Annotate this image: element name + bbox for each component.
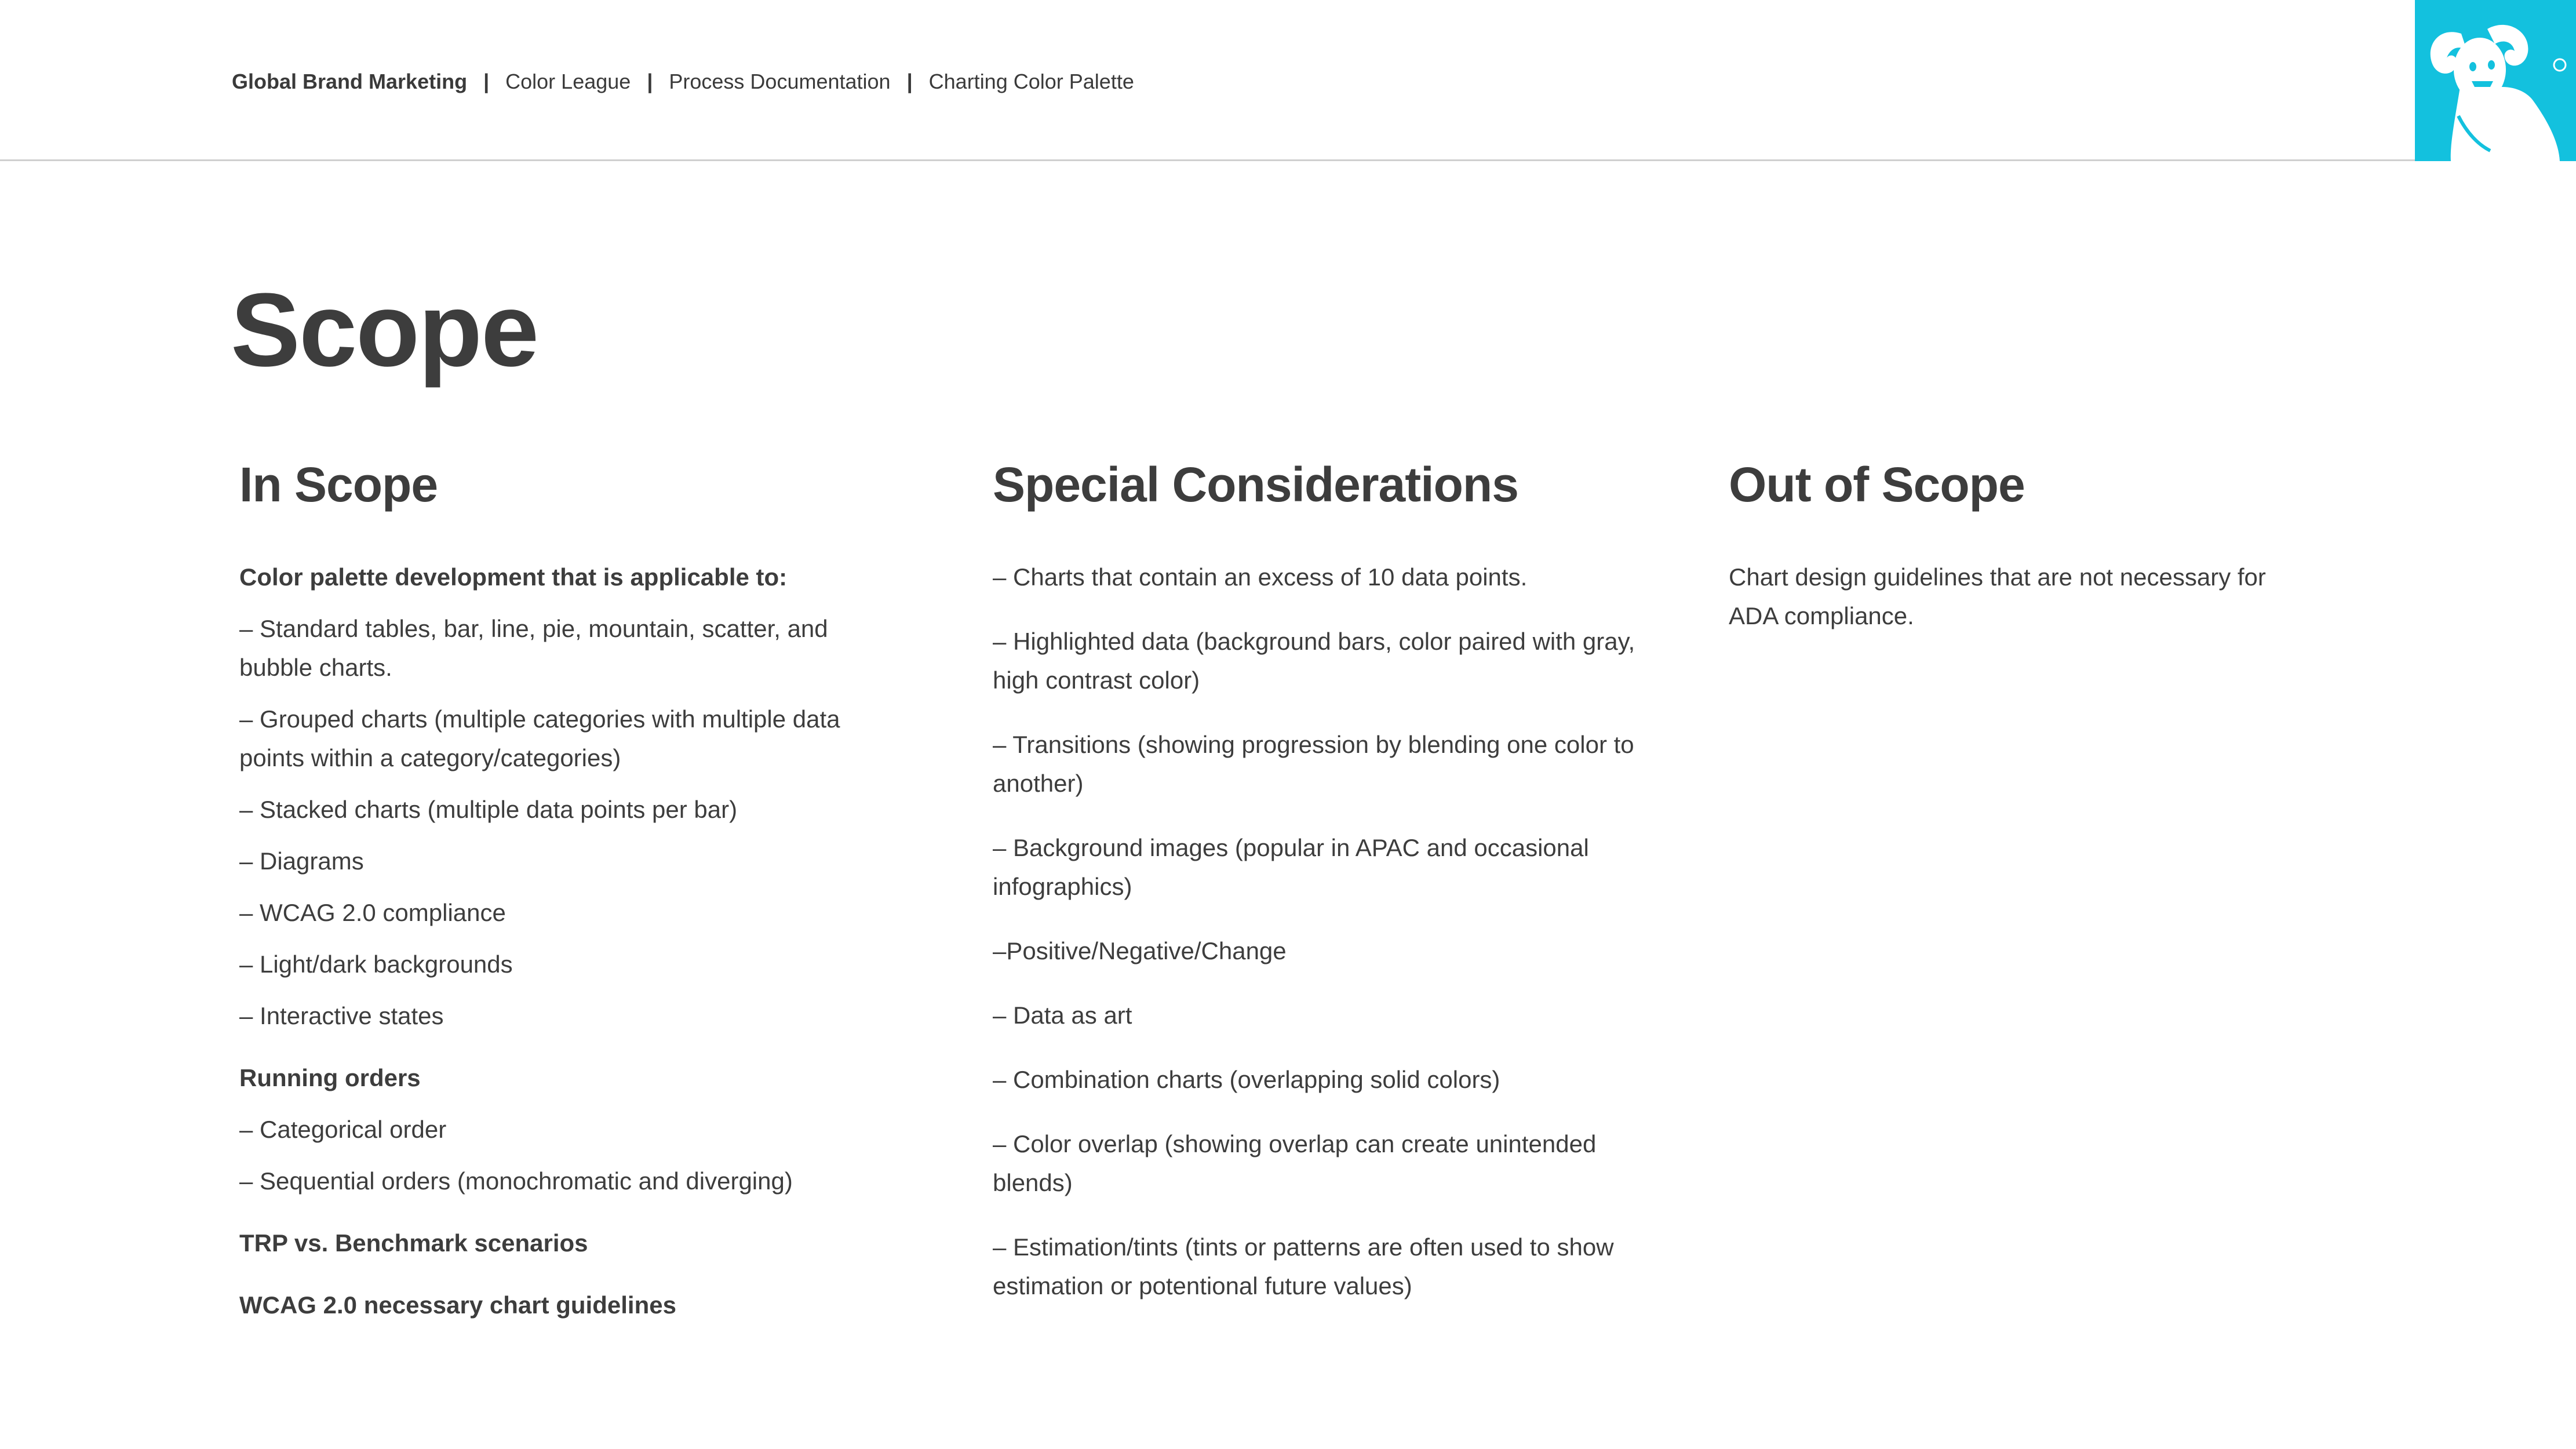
page-title: Scope <box>231 272 538 388</box>
breadcrumb-separator: | <box>483 70 490 93</box>
breadcrumb-separator: | <box>647 70 653 93</box>
out-of-scope-text: Chart design guidelines that are not necessary for ADA compliance. <box>1729 563 2266 630</box>
special-considerations-heading: Special Considerations <box>993 457 1518 512</box>
out-of-scope-column <box>1729 458 2308 635</box>
breadcrumb-item-color-league[interactable]: Color League <box>505 70 631 93</box>
in-scope-heading: In Scope <box>239 457 438 512</box>
list-item: – Diagrams <box>239 847 364 875</box>
breadcrumb <box>232 70 1134 94</box>
section-title: Color palette development that is applicable to: <box>239 563 788 591</box>
in-scope-column <box>239 458 906 1337</box>
list-item: – Combination charts (overlapping solid colors) <box>993 1066 1500 1094</box>
list-item: – Standard tables, bar, line, pie, mountain, scatter, and bubble charts. <box>239 615 828 682</box>
breadcrumb-separator: | <box>906 70 913 93</box>
header-bar <box>0 0 2576 161</box>
list-item: – Categorical order <box>239 1116 447 1144</box>
list-item: – Sequential orders (monochromatic and diverging) <box>239 1167 793 1195</box>
list-item: – Interactive states <box>239 1002 444 1030</box>
section-title: WCAG 2.0 necessary chart guidelines <box>239 1291 676 1319</box>
brand-logo <box>2415 0 2576 161</box>
list-item: – Charts that contain an excess of 10 data points. <box>993 563 1528 591</box>
ram-icon <box>2415 0 2576 161</box>
list-item: – Grouped charts (multiple categories with multiple data points within a category/categories) <box>239 705 840 772</box>
list-item: – Color overlap (showing overlap can create unintended blends) <box>993 1130 1597 1197</box>
list-item: – Data as art <box>993 1002 1132 1029</box>
list-item: –Positive/Negative/Change <box>993 937 1287 965</box>
section-title: Running orders <box>239 1064 421 1092</box>
list-item: – Highlighted data (background bars, color paired with gray, high contrast color) <box>993 628 1635 694</box>
list-item: – Estimation/tints (tints or patterns are often used to show estimation or potentional future values) <box>993 1233 1614 1300</box>
breadcrumb-item-charting-color-palette[interactable]: Charting Color Palette <box>928 70 1134 93</box>
out-of-scope-heading: Out of Scope <box>1729 457 2025 512</box>
list-item: – Background images (popular in APAC and occasional infographics) <box>993 834 1589 901</box>
special-considerations-column <box>993 458 1677 1331</box>
list-item: – Transitions (showing progression by blending one color to another) <box>993 731 1634 798</box>
list-item: – Stacked charts (multiple data points per bar) <box>239 796 738 824</box>
list-item: – WCAG 2.0 compliance <box>239 899 506 927</box>
list-item: – Light/dark backgrounds <box>239 951 513 978</box>
breadcrumb-item-global-brand-marketing[interactable]: Global Brand Marketing <box>232 70 468 93</box>
breadcrumb-item-process-documentation[interactable]: Process Documentation <box>669 70 891 93</box>
section-title: TRP vs. Benchmark scenarios <box>239 1229 588 1257</box>
